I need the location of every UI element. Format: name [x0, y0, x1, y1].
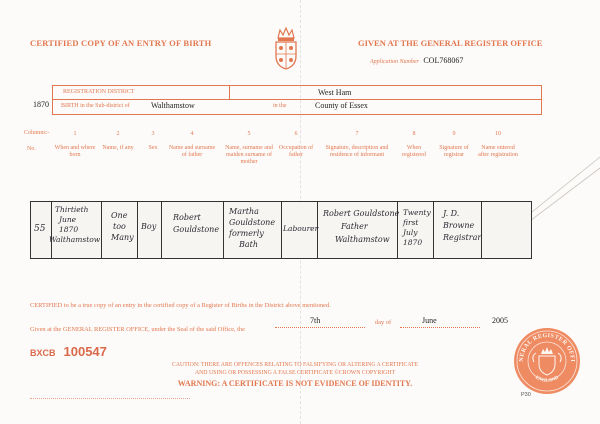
column-header-mother: Name, surname and maiden surname of mother	[225, 145, 273, 165]
identity-warning: WARNING: A CERTIFICATE IS NOT EVIDENCE OF IDENTITY.	[177, 379, 413, 388]
entry-occupation: Labourer	[283, 224, 319, 233]
column-number-10: 10	[495, 131, 501, 137]
column-header-name: Name, if any	[102, 145, 134, 151]
application-number: COL768067	[423, 56, 464, 65]
entry-child-name: One too Many	[111, 211, 134, 242]
column-header-occupation: Occupation of father	[278, 145, 314, 158]
sub-district-value: Walthamstow	[151, 101, 195, 110]
column-number-9: 9	[452, 131, 456, 137]
column-number-6: 6	[294, 131, 298, 137]
entry-registrar: J. D. Browne Registrar	[443, 209, 482, 242]
column-header-registered: When registered	[402, 145, 426, 158]
county-value: County of Essex	[315, 101, 368, 110]
in-the-label: in the	[273, 103, 287, 109]
entry-registered: Twenty first July 1870	[403, 208, 431, 247]
column-number-5: 5	[247, 131, 251, 137]
caution-text: CAUTION: THERE ARE OFFENCES RELATING TO FALSIFYING OR ALTERING A CERTIFICATE AND USING OR POSSESSING A FALSE CERTIFICATE ©CROWN COPYRIGHT	[171, 362, 419, 376]
columns-label: Columns:-	[24, 130, 50, 136]
seal-text: NERAL REGISTER OFFI	[518, 332, 576, 363]
column-number-3: 3	[151, 131, 155, 137]
certificate-title: CERTIFIED COPY OF AN ENTRY OF BIRTH	[30, 38, 212, 48]
certified-statement: CERTIFIED to be a true copy of an entry in the certified copy of a Register of Births in the District above mentioned.	[30, 302, 331, 309]
registration-year: 1870	[33, 100, 49, 109]
registration-district-value: West Ham	[318, 88, 352, 97]
given-at-line: Given at the GENERAL REGISTER OFFICE, under the Seal of the said Office, the 7th day of June 2005	[30, 316, 508, 333]
seal-bottom-text: ENGLAND	[534, 375, 560, 384]
column-number-7: 7	[355, 131, 359, 137]
column-header-father: Name and surname of father	[168, 145, 216, 158]
serial-number: BXCB 100547	[30, 344, 107, 359]
entry-informant: Robert Gouldstone Father Walthamstow	[323, 209, 400, 244]
general-register-office-seal	[512, 326, 582, 396]
certificate-year: 2005	[492, 316, 508, 325]
column-number-2: 2	[116, 131, 120, 137]
form-code: P30	[521, 392, 531, 398]
column-header-registrar: Signature of registrar	[439, 145, 469, 158]
day-of-label: day of	[375, 319, 392, 326]
entry-mother: Martha Gouldstone formerly Bath	[229, 207, 276, 249]
birth-sub-district-label: BIRTH in the Sub-district of	[61, 103, 130, 109]
entry-row	[30, 201, 532, 259]
fine-print	[30, 398, 190, 402]
entry-sex: Boy	[141, 222, 157, 231]
column-number-1: 1	[73, 131, 77, 137]
office-heading: GIVEN AT THE GENERAL REGISTER OFFICE	[358, 38, 543, 48]
certificate-month: June	[422, 316, 437, 325]
column-header-when-born: When and where born	[54, 145, 96, 158]
column-number-4: 4	[190, 131, 194, 137]
application-number-row: Application Number COL768067	[370, 56, 464, 65]
entry-father: Robert Gouldstone	[173, 213, 220, 234]
column-header-informant: Signature, description and residence of informant	[325, 145, 389, 158]
column-number-8: 8	[412, 131, 416, 137]
column-header-sex: Sex	[148, 145, 158, 151]
no-label: No.	[27, 146, 36, 152]
certificate-day: 7th	[310, 316, 321, 325]
entry-when-born: Thirtieth June 1870 Walthamstow	[49, 205, 101, 244]
column-header-name-after: Name entered after registration	[478, 145, 518, 158]
entry-number: 55	[34, 224, 46, 234]
registration-district-label: REGISTRATION DISTRICT	[63, 89, 135, 95]
